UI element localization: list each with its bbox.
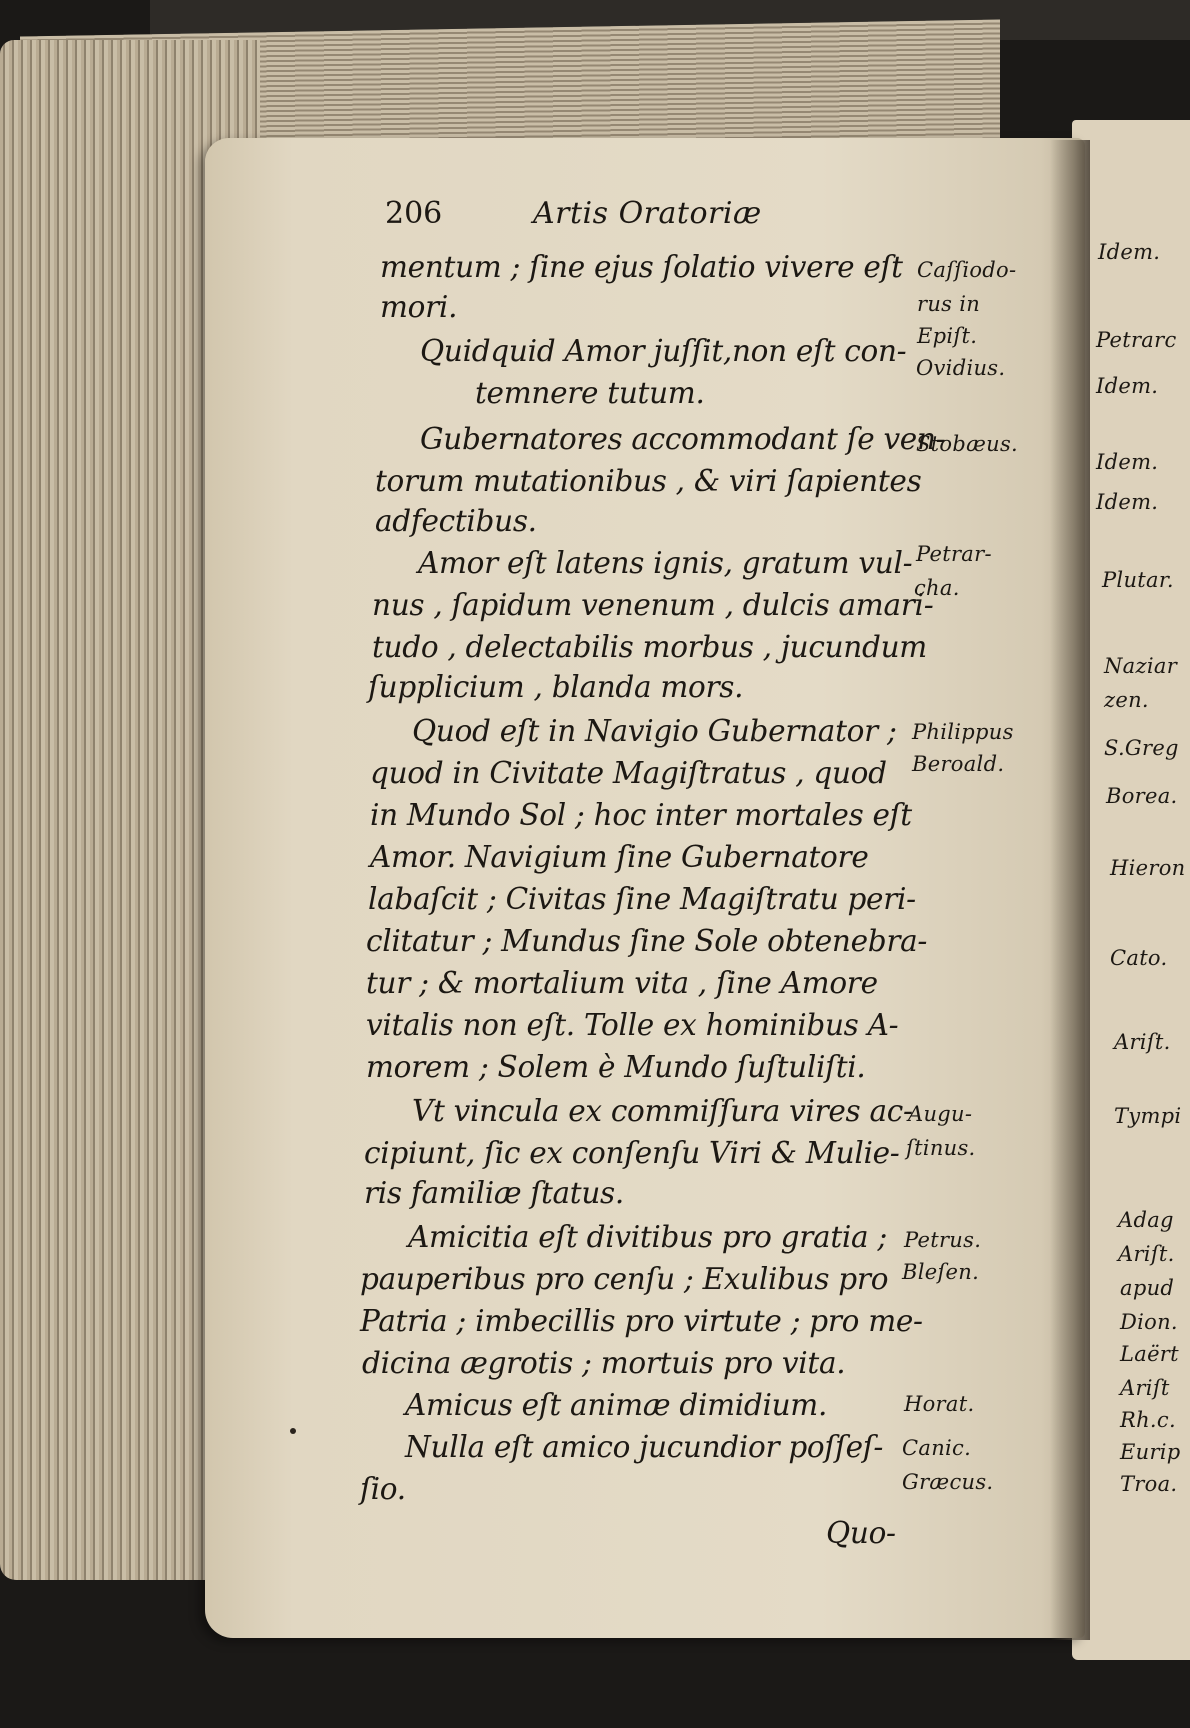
margin-note: Horat. bbox=[904, 1392, 975, 1416]
body-line: torum mutationibus , & viri ſapientes bbox=[375, 464, 922, 498]
facing-note: Idem. bbox=[1096, 490, 1159, 514]
body-line: mentum ; ſine ejus ſolatio vivere eſt bbox=[380, 250, 903, 284]
margin-note: Beroald. bbox=[912, 752, 1005, 776]
page-number: 206 bbox=[385, 196, 443, 231]
body-line: ris familiæ ſtatus. bbox=[364, 1176, 624, 1210]
facing-note: Petrarc bbox=[1096, 328, 1177, 352]
margin-note: Græcus. bbox=[902, 1470, 994, 1494]
catchword: Quo- bbox=[826, 1516, 896, 1550]
margin-note: Caſſiodo- bbox=[917, 258, 1017, 282]
body-line: tudo , delectabilis morbus , jucundum bbox=[372, 630, 927, 664]
body-line: pauperibus pro cenſu ; Exulibus pro bbox=[360, 1262, 889, 1296]
body-line: clitatur ; Mundus ſine Sole obtenebra- bbox=[366, 924, 928, 958]
facing-note: Rh.c. bbox=[1120, 1408, 1176, 1432]
margin-note: Canic. bbox=[902, 1436, 972, 1460]
body-line: labaſcit ; Civitas ſine Magiſtratu peri- bbox=[368, 882, 916, 916]
margin-note: Petrus. bbox=[904, 1228, 982, 1252]
body-line: adfectibus. bbox=[375, 504, 537, 538]
facing-note: Borea. bbox=[1106, 784, 1178, 808]
body-line: morem ; Solem è Mundo ſuſtuliſti. bbox=[366, 1050, 866, 1084]
facing-note: Tympi bbox=[1114, 1104, 1182, 1128]
margin-note: ſtinus. bbox=[906, 1136, 976, 1160]
facing-note: Naziar bbox=[1104, 654, 1178, 678]
facing-note: Idem. bbox=[1098, 240, 1161, 264]
facing-note: Troa. bbox=[1120, 1472, 1178, 1496]
body-line: in Mundo Sol ; hoc inter mortales eſt bbox=[370, 798, 912, 832]
facing-note: Idem. bbox=[1096, 374, 1159, 398]
facing-note: zen. bbox=[1104, 688, 1149, 712]
facing-note: S.Greg bbox=[1104, 736, 1179, 760]
body-line: Quidquid Amor juſſit,non eſt con- bbox=[420, 334, 907, 368]
body-line: cipiunt, ſic ex conſenſu Viri & Mulie- bbox=[364, 1136, 900, 1170]
facing-note: Dion. bbox=[1120, 1310, 1178, 1334]
margin-note: Petrar- bbox=[916, 542, 992, 566]
facing-note: Hieron bbox=[1110, 856, 1186, 880]
body-line: Gubernatores accommodant ſe ven- bbox=[420, 422, 946, 456]
body-line: Patria ; imbecillis pro virtute ; pro me- bbox=[360, 1304, 923, 1338]
margin-note: Ovidius. bbox=[916, 356, 1006, 380]
facing-note: Cato. bbox=[1110, 946, 1168, 970]
body-line: ſupplicium , blanda mors. bbox=[368, 670, 744, 704]
body-line: Amor. Navigium ſine Gubernatore bbox=[370, 840, 869, 874]
facing-note: Ariſt. bbox=[1114, 1030, 1171, 1054]
body-line: Amicus eſt animæ dimidium. bbox=[405, 1388, 828, 1422]
body-line: nus , ſapidum venenum , dulcis amari- bbox=[372, 588, 934, 622]
facing-note: apud bbox=[1120, 1276, 1175, 1300]
body-line: Amor eſt latens ignis, gratum vul- bbox=[418, 546, 913, 580]
body-line: dicina ægrotis ; mortuis pro vita. bbox=[362, 1346, 846, 1380]
facing-note: Adag bbox=[1118, 1208, 1174, 1232]
facing-note: Laërt bbox=[1120, 1342, 1179, 1366]
book-gutter-shadow bbox=[1050, 140, 1090, 1640]
body-line: ſio. bbox=[360, 1472, 406, 1506]
body-line: quod in Civitate Magiſtratus , quod bbox=[370, 756, 887, 790]
margin-note: cha. bbox=[914, 576, 960, 600]
margin-note: Epiſt. bbox=[917, 324, 978, 348]
body-line: Nulla eſt amico jucundior poſſeſ- bbox=[405, 1430, 884, 1464]
body-line: mori. bbox=[380, 290, 458, 324]
body-line: vitalis non eſt. Tolle ex hominibus A- bbox=[366, 1008, 899, 1042]
facing-note: Ariſt bbox=[1120, 1376, 1170, 1400]
body-line: Amicitia eſt divitibus pro gratia ; bbox=[408, 1220, 888, 1254]
margin-note: Augu- bbox=[908, 1102, 973, 1126]
margin-note: rus in bbox=[917, 292, 981, 316]
body-line: Quod eſt in Navigio Gubernator ; bbox=[412, 714, 897, 748]
facing-note: Plutar. bbox=[1102, 568, 1174, 592]
margin-note: Philippus bbox=[912, 720, 1014, 744]
margin-note: Stobæus. bbox=[916, 432, 1019, 456]
margin-note: Bleſen. bbox=[902, 1260, 980, 1284]
facing-note: Ariſt. bbox=[1118, 1242, 1175, 1266]
body-line: Vt vincula ex commiſſura vires ac- bbox=[412, 1094, 913, 1128]
body-line: tur ; & mortalium vita , ſine Amore bbox=[366, 966, 878, 1000]
ink-spot bbox=[290, 1428, 296, 1434]
facing-note: Eurip bbox=[1120, 1440, 1181, 1464]
running-title: Artis Oratoriæ bbox=[533, 196, 762, 231]
body-line: temnere tutum. bbox=[475, 376, 705, 410]
facing-note: Idem. bbox=[1096, 450, 1159, 474]
